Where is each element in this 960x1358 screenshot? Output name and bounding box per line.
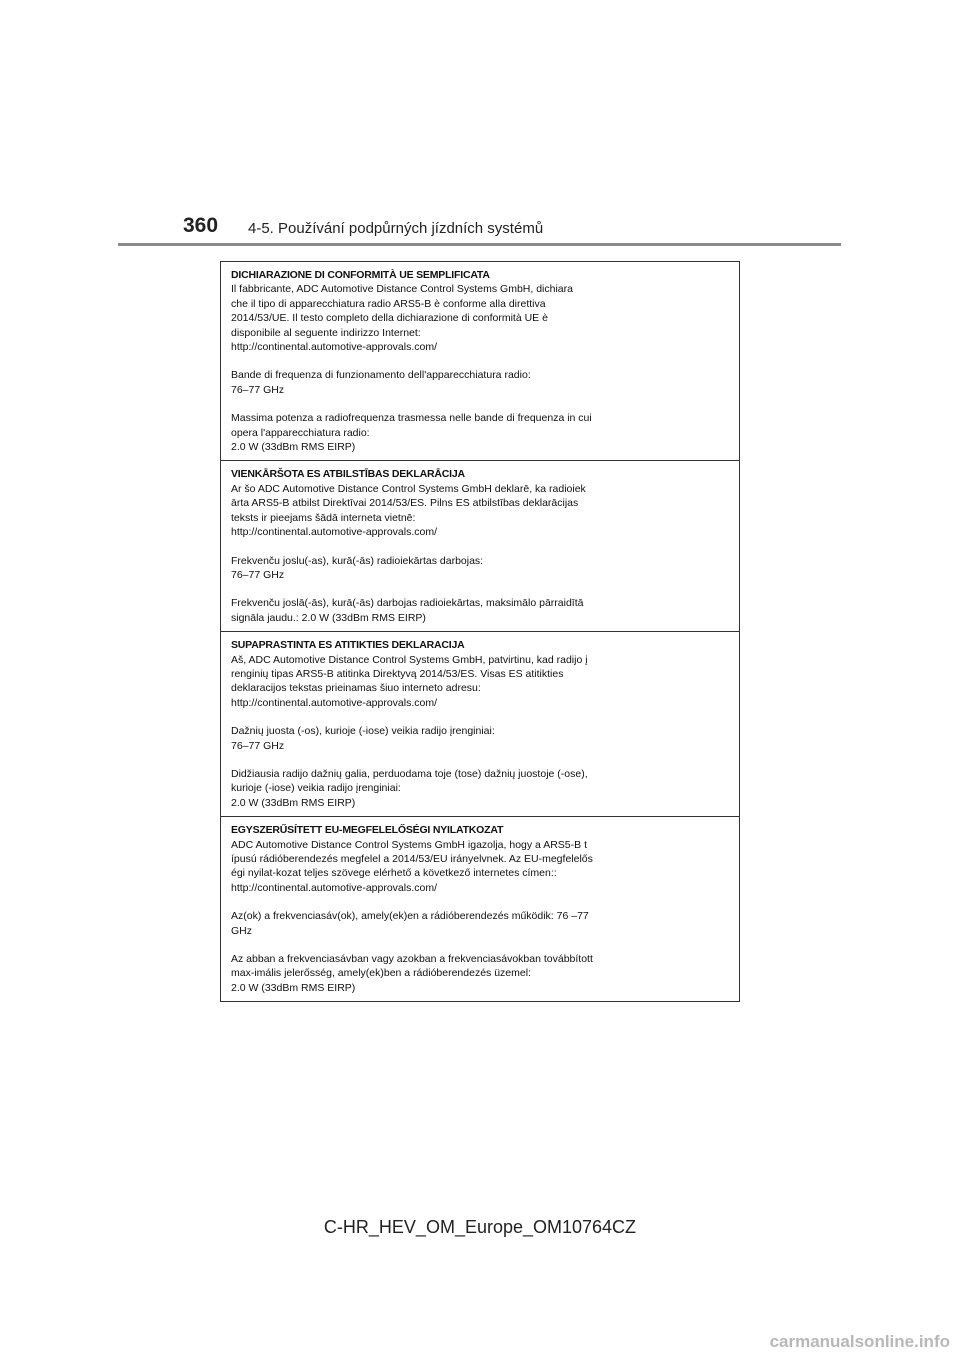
declaration-line: ípusú rádióberendezés megfelel a 2014/53/EU irányelvnek. Az EU-megfelelős — [231, 853, 593, 865]
spacer — [231, 895, 729, 909]
watermark[interactable]: carmanualsonline.info — [769, 1332, 950, 1351]
declaration-line: deklaracijos tekstas prieinamas šiuo interneto adresu: — [231, 682, 481, 695]
declaration-heading: DICHIARAZIONE DI CONFORMITÀ UE SEMPLIFICATA — [231, 269, 490, 281]
declaration-line: égi nyilat-kozat teljes szövege elérhető a következő internetes címen:: — [231, 867, 557, 880]
declaration-url[interactable]: http://continental.automotive-approvals.com/ — [231, 526, 438, 539]
declaration-line: Frekvenču joslā(-ās), kurā(-ās) darbojas radioiekārtas, maksimālo pārraidītā — [231, 597, 584, 610]
section-title: 4-5. Používání podpůrných jízdních systémů — [248, 220, 544, 237]
declaration-line: ārta ARS5-B atbilst Direktīvai 2014/53/ES. Pilns ES atbilstības deklarācijas — [231, 497, 579, 510]
declaration-line: Dažnių juosta (-os), kurioje (-iose) veikia radijo įrenginiai: — [231, 725, 495, 738]
declaration-line: Aš, ADC Automotive Distance Control Systems GmbH, patvirtinu, kad radijo į — [231, 653, 588, 666]
declaration-line: 2.0 W (33dBm RMS EIRP) — [231, 796, 356, 809]
declaration-line: opera l'apparecchiatura radio: — [231, 426, 370, 439]
declaration-line: signāla jaudu.: 2.0 W (33dBm RMS EIRP) — [231, 611, 426, 624]
declaration-line: che il tipo di apparecchiatura radio ARS5-B è conforme alla direttiva — [231, 297, 546, 310]
declaration-url[interactable]: http://continental.automotive-approvals.com/ — [231, 696, 438, 709]
declaration-line: kurioje (-iose) veikia radijo įrenginiai: — [231, 782, 401, 795]
declaration-line: teksts ir pieejams šādā interneta vietnē: — [231, 511, 416, 524]
declaration-line: 2.0 W (33dBm RMS EIRP) — [231, 441, 356, 454]
spacer — [231, 397, 729, 411]
declaration-line: Il fabbricante, ADC Automotive Distance Control Systems GmbH, dichiara — [231, 283, 573, 296]
declaration-line: Bande di frequenza di funzionamento dell'apparecchiatura radio: — [231, 369, 531, 382]
declaration-block-latvian — [221, 461, 739, 632]
declaration-line: disponibile al seguente indirizzo Internet: — [231, 326, 421, 339]
header-rule — [118, 243, 841, 246]
declaration-line: Az(ok) a frekvenciasáv(ok), amely(ek)en a rádióberendezés működik: 76 –77 — [231, 910, 589, 923]
declaration-line: 2.0 W (33dBm RMS EIRP) — [231, 981, 356, 994]
spacer — [231, 582, 729, 596]
declaration-block-italian — [221, 262, 739, 461]
declaration-line: 76–77 GHz — [231, 739, 285, 752]
declaration-table — [220, 261, 740, 1002]
spacer — [231, 540, 729, 554]
declaration-line: Massima potenza a radiofrequenza trasmessa nelle bande di frequenza in cui — [231, 412, 592, 425]
declaration-line: Ar šo ADC Automotive Distance Control Systems GmbH deklarē, ka radioiek — [231, 482, 586, 495]
declaration-line: 76–77 GHz — [231, 568, 285, 581]
declaration-line: 76–77 GHz — [231, 383, 285, 396]
declaration-line: Didžiausia radijo dažnių galia, perduodama toje (tose) dažnių juostoje (-ose), — [231, 767, 588, 780]
declaration-heading: SUPAPRASTINTA ES ATITIKTIES DEKLARACIJA — [231, 639, 465, 652]
declaration-url[interactable]: http://continental.automotive-approvals.com/ — [231, 341, 438, 354]
declaration-heading: EGYSZERŰSÍTETT EU-MEGFELELŐSÉGI NYILATKOZAT — [231, 824, 504, 837]
declaration-block-hungarian — [221, 817, 739, 1001]
spacer — [231, 710, 729, 724]
declaration-url[interactable]: http://continental.automotive-approvals.com/ — [231, 881, 438, 894]
spacer — [231, 354, 729, 368]
declaration-line: ADC Automotive Distance Control Systems GmbH igazolja, hogy a ARS5-B t — [231, 838, 587, 851]
footer-doc-code: C-HR_HEV_OM_Europe_OM10764CZ — [323, 1217, 637, 1237]
declaration-heading: VIENKĀRŠOTA ES ATBILSTĪBAS DEKLARĀCIJA — [231, 468, 465, 481]
spacer — [231, 753, 729, 767]
page-number: 360 — [183, 214, 219, 237]
declaration-line: 2014/53/UE. Il testo completo della dichiarazione di conformità UE è — [231, 312, 548, 325]
declaration-line: Frekvenču joslu(-as), kurā(-ās) radioiekārtas darbojas: — [231, 554, 484, 567]
declaration-line: Az abban a frekvenciasávban vagy azokban a frekvenciasávokban továbbított — [231, 953, 593, 966]
declaration-block-lithuanian — [221, 632, 739, 817]
declaration-line: GHz — [231, 924, 252, 937]
declaration-line: renginių tipas ARS5-B atitinka Direktyvą 2014/53/ES. Visas ES atitikties — [231, 667, 564, 680]
declaration-line: max-imális jelerősség, amely(ek)ben a rádióberendezés üzemel: — [231, 967, 531, 980]
spacer — [231, 938, 729, 952]
